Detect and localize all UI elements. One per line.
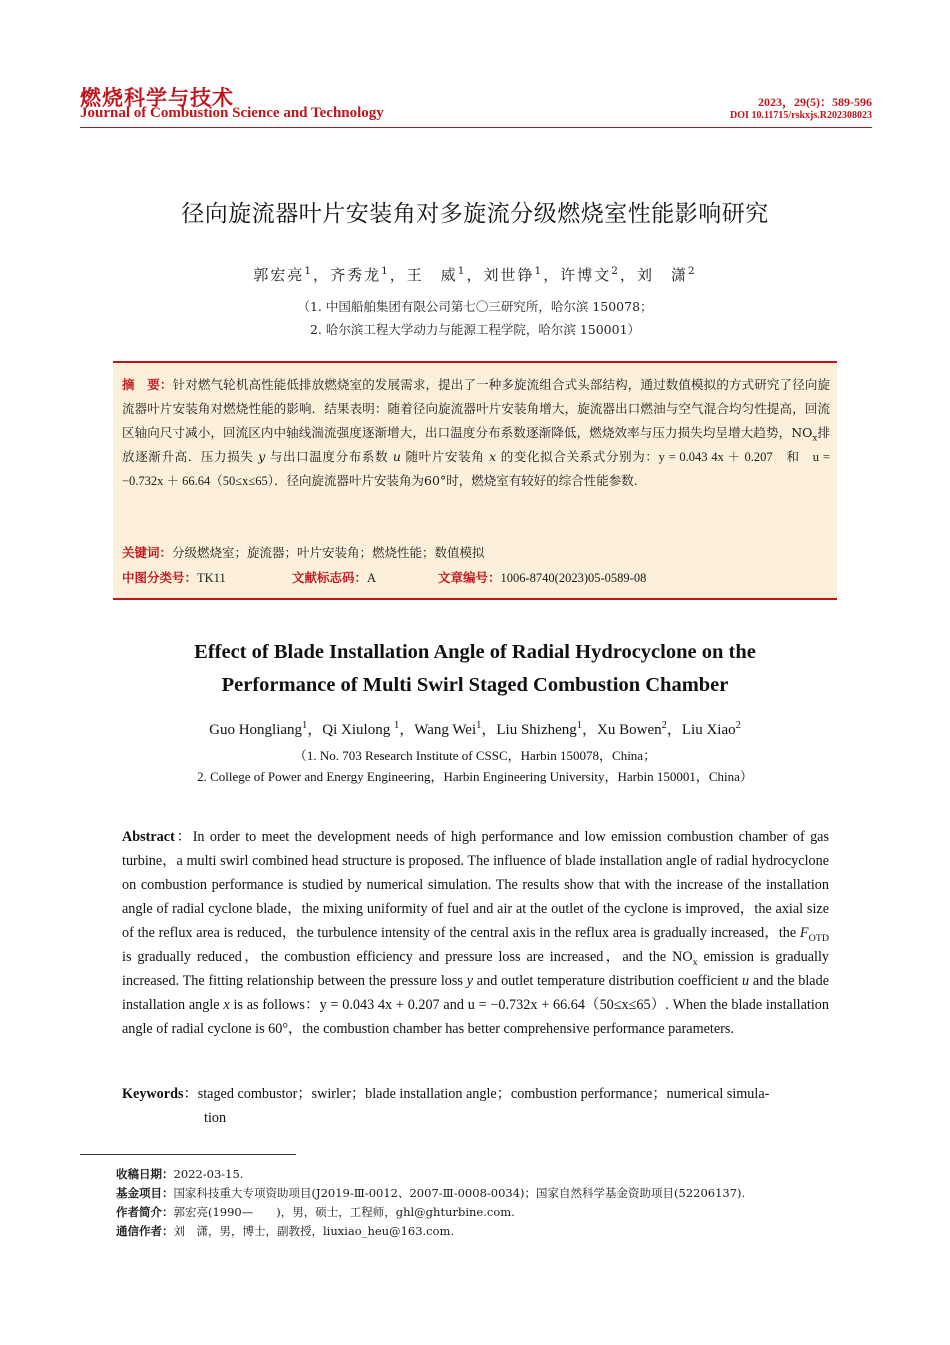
author-name: 刘 潇 bbox=[636, 266, 688, 284]
author-name: Guo Hongliang bbox=[209, 722, 303, 738]
equation-2: u = −0.732x ＋ 66.64（50≤x≤65） bbox=[122, 450, 830, 488]
affiliation-en-1: （1. No. 703 Research Institute of CSSC，Harbin 150078，China； bbox=[293, 748, 657, 763]
author-affiliation-mark: 1 bbox=[381, 265, 390, 277]
footnote-text: 2022-03-15. bbox=[173, 1167, 244, 1181]
paper-title-en-line: Effect of Blade Installation Angle of Radial Hydrocyclone on the bbox=[194, 641, 756, 663]
clc-value: TK11 bbox=[197, 571, 226, 585]
author-affiliation-mark: 1 bbox=[393, 720, 400, 731]
abstract-cn-text: 排放逐渐升高．压力损失 bbox=[122, 425, 830, 464]
footnote-text: 国家科技重大专项资助项目(J2019-Ⅲ-0012、2007-Ⅲ-0008-0034)；国家自然科学基金资助项目(52206137). bbox=[173, 1186, 746, 1200]
journal-title-en: Journal of Combustion Science and Technology bbox=[80, 105, 384, 121]
author-name: Xu Bowen bbox=[597, 722, 662, 738]
doi: DOI 10.11715/rskxjs.R202308023 bbox=[730, 110, 872, 121]
abstract-cn-text: 随叶片安装角 bbox=[405, 449, 485, 464]
variable-y: y bbox=[466, 973, 474, 989]
abstract-en bbox=[122, 825, 829, 1041]
author-name: Liu Shizheng bbox=[496, 722, 577, 738]
footnote-author bbox=[116, 1204, 515, 1220]
variable-x: x bbox=[489, 449, 497, 464]
author-affiliation-mark: 2 bbox=[735, 720, 741, 731]
abstract-cn-text: 与出口温度分布系数 bbox=[269, 449, 389, 464]
keywords-en-colon: ： bbox=[183, 1086, 198, 1102]
journal-title-cn: 燃烧科学与技术 bbox=[80, 86, 234, 110]
abstract-en-text: . When the blade installation angle of radial cyclone is 60°，the combustion chamber has better comprehensive performance parameters. bbox=[122, 997, 829, 1037]
equation-1: y = 0.043 4x ＋ 0.207 bbox=[658, 450, 773, 464]
author-name: Qi Xiulong bbox=[322, 722, 394, 738]
equation-2: u = −0.732x + 66.64（50≤x≤65） bbox=[467, 997, 666, 1013]
author-name: Liu Xiao bbox=[681, 722, 736, 738]
footnote-text: 郭宏亮(1990— )，男，硕士，工程师，ghl@ghturbine.com. bbox=[173, 1205, 515, 1219]
author-name: 刘世铮 bbox=[483, 266, 535, 284]
paper-title-cn: 径向旋流器叶片安装角对多旋流分级燃烧室性能影响研究 bbox=[181, 201, 769, 227]
author-affiliation-mark: 1 bbox=[457, 265, 467, 277]
keywords-en bbox=[122, 1082, 829, 1130]
nox-subscript: x bbox=[812, 433, 818, 444]
article-number-label: 文章编号： bbox=[438, 570, 501, 585]
variable-u: u bbox=[392, 449, 401, 464]
affiliation-cn-1: （1. 中国船舶集团有限公司第七〇三研究所，哈尔滨 150078； bbox=[297, 299, 653, 314]
article-number-value: 1006-8740(2023)05-0589-08 bbox=[500, 571, 647, 585]
footnote-divider bbox=[80, 1154, 296, 1155]
author-name: 郭宏亮 bbox=[253, 266, 305, 284]
author-affiliation-mark: 1 bbox=[302, 720, 308, 731]
abstract-en-text: is gradually reduced，the combustion efficiency and pressure loss are increased，and the NO bbox=[122, 949, 693, 965]
equation-1: y = 0.043 4x + 0.207 bbox=[319, 997, 440, 1013]
footnote-corresponding bbox=[116, 1223, 454, 1239]
paper-title-en-line: Performance of Multi Swirl Staged Combustion Chamber bbox=[221, 674, 729, 696]
footnote-label: 作者简介： bbox=[116, 1205, 174, 1219]
author-affiliation-mark: 1 bbox=[304, 265, 314, 277]
footnote-fund bbox=[116, 1185, 745, 1201]
abstract-cn-text: ．径向旋流器叶片安装角为60°时，燃烧室有较好的综合性能参数. bbox=[274, 473, 638, 488]
abstract-en-text: and bbox=[439, 997, 468, 1013]
author-affiliation-mark: 1 bbox=[534, 265, 544, 277]
abstract-cn-label: 摘 要： bbox=[122, 377, 173, 392]
clc-number bbox=[122, 568, 226, 586]
author-name: 王 威 bbox=[406, 266, 458, 284]
keywords-cn-text: 分级燃烧室；旋流器；叶片安装角；燃烧性能；数值模拟 bbox=[172, 545, 485, 560]
footnote-label: 通信作者： bbox=[116, 1224, 174, 1238]
keywords-en-text-continued: tion bbox=[204, 1110, 227, 1126]
abstract-en-text: and outlet temperature distribution coefficient bbox=[473, 973, 743, 989]
classification-line bbox=[122, 568, 830, 588]
keywords-en-text: staged combustor；swirler；blade installation angle；combustion performance；numerical simula- bbox=[197, 1086, 770, 1102]
author-affiliation-mark: 2 bbox=[661, 720, 667, 731]
footnote-label: 基金项目： bbox=[116, 1186, 174, 1200]
abstract-en-label: Abstract bbox=[122, 829, 175, 845]
abstract-cn bbox=[122, 373, 830, 493]
doc-code-label: 文献标志码： bbox=[292, 570, 368, 585]
author-name: 许博文 bbox=[560, 266, 612, 284]
symbol-f: F bbox=[799, 925, 809, 941]
author-affiliation-mark: 1 bbox=[576, 720, 583, 731]
abstract-cn-text: 针对燃气轮机高性能低排放燃烧室的发展需求，提出了一种多旋流组合式头部结构，通过数值模拟的方式研究了径向旋流器叶片安装角对燃烧性能的影响．结果表明：随着径向旋流器叶片安装角增大，旋流器出口燃油与空气混合均匀性提高，回流区轴向尺寸减小，回流区内中轴线湍流强度逐渐增大，出口温度分布系数逐渐降低，燃烧效率与压力损失均呈增大趋势，NO bbox=[122, 377, 830, 440]
article-number bbox=[438, 568, 646, 586]
affiliation-cn-2: 2. 哈尔滨工程大学动力与能源工程学院，哈尔滨 150001） bbox=[309, 322, 641, 337]
author-name: Wang Wei bbox=[414, 722, 477, 738]
abstract-cn-text: 的变化拟合关系式分别为： bbox=[500, 449, 659, 464]
author-affiliation-mark: 2 bbox=[611, 265, 620, 277]
issue-info: 2023，29(5)：589-596 bbox=[758, 95, 872, 109]
nox-subscript: x bbox=[692, 956, 698, 968]
keywords-cn bbox=[122, 543, 485, 561]
clc-label: 中图分类号： bbox=[122, 570, 198, 585]
footnote-text: 刘 潇，男，博士，副教授，liuxiao_heu@163.com. bbox=[173, 1224, 455, 1238]
author-list-cn: 郭宏亮$^1$，齐秀龙$^1$，王 威$^1$，刘世铮$^1$，许博文$^2$，刘 潇$^2$ bbox=[253, 265, 697, 284]
paper-title-en bbox=[0, 636, 950, 702]
symbol-f-subscript: OTD bbox=[808, 932, 829, 944]
variable-y: y bbox=[258, 449, 266, 464]
variable-u: u bbox=[742, 973, 750, 989]
abstract-en-text: In order to meet the development needs of high performance and low emission combustion chamber of gas turbine，a multi swirl combined head structure is proposed. The influence of blade installation angle of radial hydrocyclone on combustion performance is studied by numerical simulation. The results show that with the increase of the installation angle of radial cyclone blade，the mixing uniformity of fuel and air at the outlet of the cyclone is improved，the axial size of the reflux area is reduced，the turbulence intensity of the central axis in the reflux area is gradually increased，the bbox=[122, 829, 829, 941]
footnote-label: 收稿日期： bbox=[116, 1167, 174, 1181]
variable-x: x bbox=[223, 997, 230, 1013]
abstract-cn-text: 和 bbox=[786, 449, 800, 464]
abstract-en-colon: ： bbox=[174, 829, 193, 845]
keywords-en-label: Keywords bbox=[122, 1086, 184, 1102]
document-code bbox=[292, 568, 376, 586]
author-affiliation-mark: 1 bbox=[476, 720, 482, 731]
abstract-en-text: and the blade installation angle bbox=[122, 973, 829, 1013]
header-divider bbox=[80, 127, 872, 128]
abstract-en-text: emission is gradually increased. The fitting relationship between the pressure loss bbox=[122, 949, 829, 989]
author-affiliation-mark: 2 bbox=[687, 265, 697, 277]
footnote-received bbox=[116, 1166, 243, 1182]
author-name: 齐秀龙 bbox=[330, 266, 382, 284]
doc-code-value: A bbox=[367, 571, 377, 585]
abstract-en-text: is as follows： bbox=[229, 997, 320, 1013]
author-list-en: Guo Hongliang$^1$，Qi Xiulong $^1$，Wang Wei$^1$，Liu Shizheng$^1$，Xu Bowen$^2$，Liu Xiao$^2$ bbox=[209, 720, 741, 738]
affiliation-en-2: 2. College of Power and Energy Engineering，Harbin Engineering University，Harbin 150001，China） bbox=[197, 769, 753, 784]
keywords-cn-label: 关键词： bbox=[122, 545, 173, 560]
